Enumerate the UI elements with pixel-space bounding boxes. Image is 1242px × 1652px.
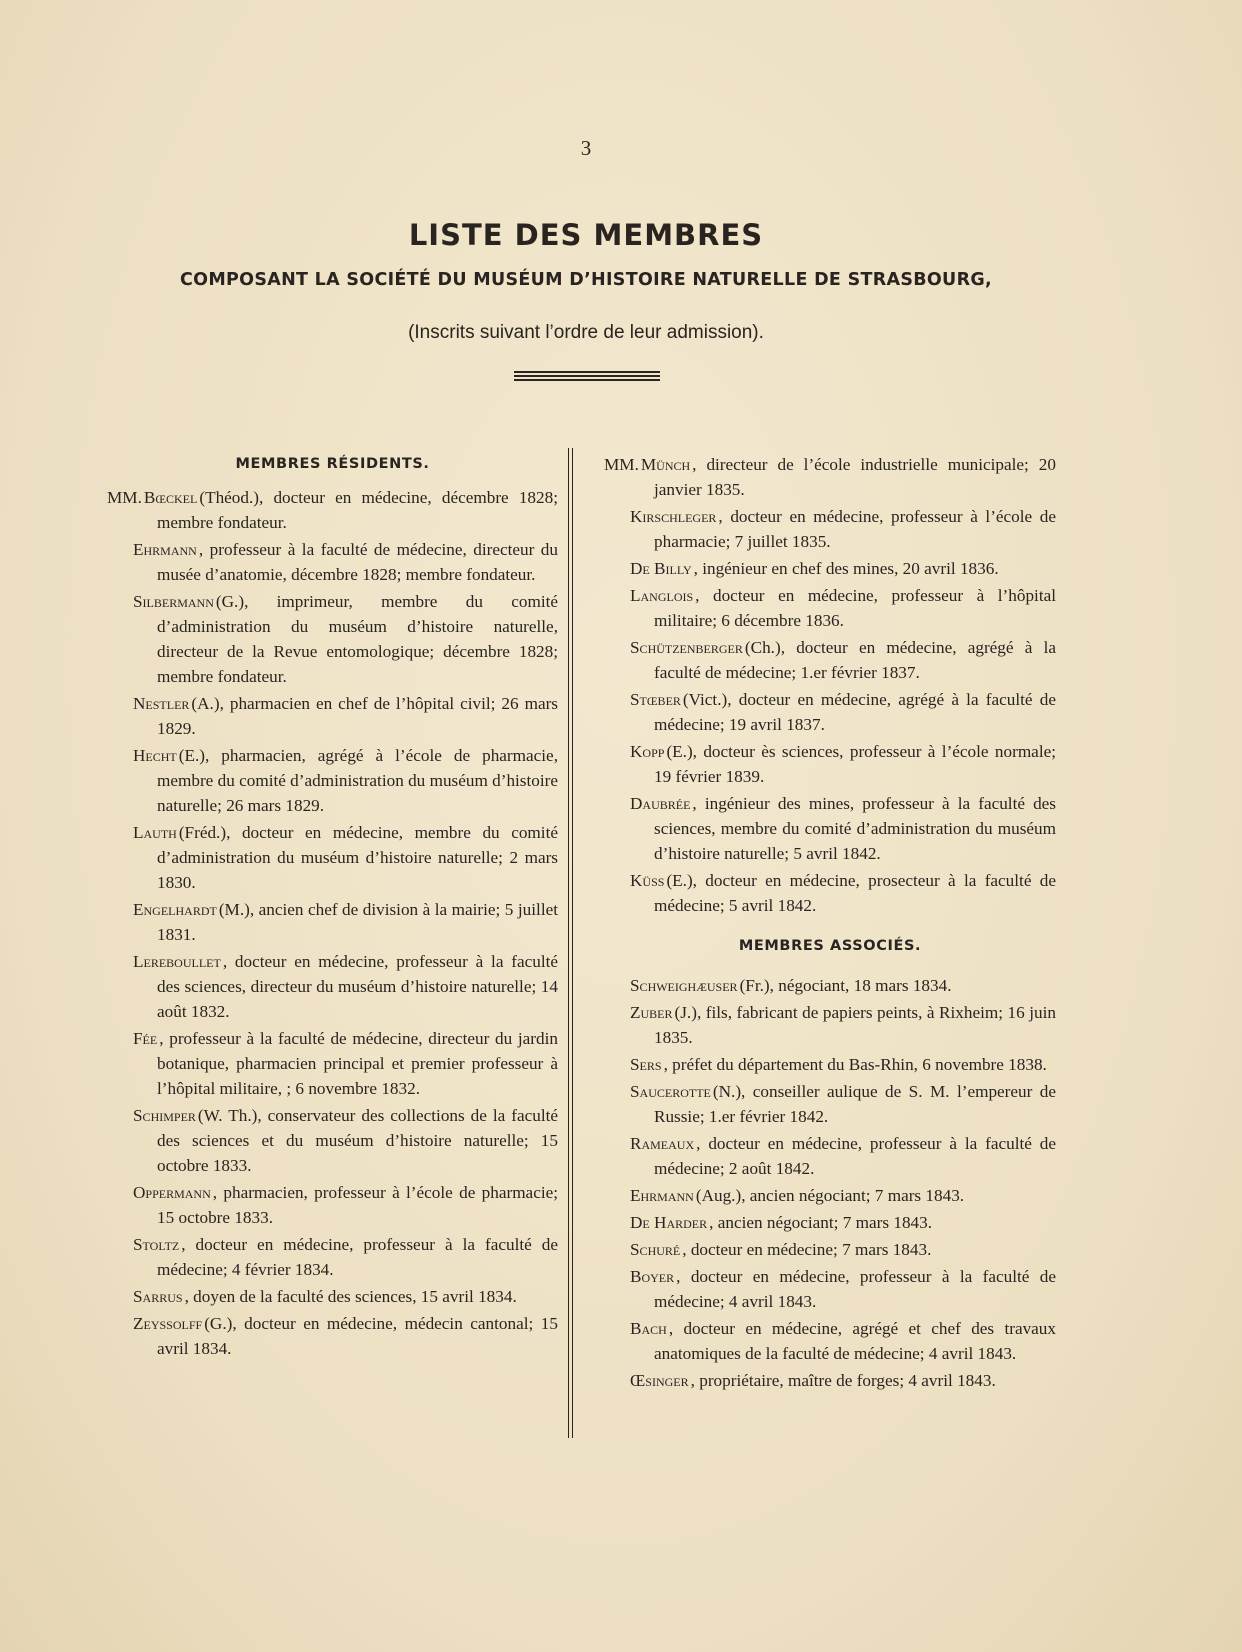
member-entry [107, 820, 558, 895]
page-number: 3 [580, 136, 592, 160]
member-name: Nestler [133, 694, 190, 713]
member-details: , docteur en médecine, agrégé et chef des travaux anatomiques de la faculté de médecine; 4 avril 1843. [654, 1319, 1056, 1363]
member-name: Schützenberger [630, 638, 743, 657]
member-name: Zuber [630, 1003, 673, 1022]
page-subtitle: COMPOSANT LA SOCIÉTÉ DU MUSÉUM D’HISTOIRE NATURELLE DE STRASBOURG, [180, 270, 992, 290]
member-entry [107, 485, 558, 535]
member-name: De Harder [630, 1213, 708, 1232]
member-name: Kopp [630, 742, 665, 761]
member-details: (Ch.), docteur en médecine, agrégé à la faculté de médecine; 1.er février 1837. [654, 638, 1056, 682]
mm-prefix: MM. [604, 455, 639, 474]
member-name: Schimper [133, 1106, 196, 1125]
member-entry [107, 897, 558, 947]
member-name: Kirschleger [630, 507, 717, 526]
member-entry [604, 1237, 1056, 1262]
member-name: Silbermann [133, 592, 214, 611]
member-name: Stoltz [133, 1235, 180, 1254]
member-details: (G.), docteur en médecine, médecin cantonal; 15 avril 1834. [157, 1314, 558, 1358]
member-entry [107, 1026, 558, 1101]
member-details: (G.), imprimeur, membre du comité d’administration du muséum d’histoire naturelle, directeur de la Revue entomologique; décembre 1828; membre fondateur. [157, 592, 558, 686]
member-entry [107, 1103, 558, 1178]
member-name: Daubrée [630, 794, 691, 813]
member-entry [107, 537, 558, 587]
member-name: Lauth [133, 823, 177, 842]
member-details: , doyen de la faculté des sciences, 15 avril 1834. [184, 1287, 517, 1306]
member-entry [107, 1284, 558, 1309]
member-entry [604, 1210, 1056, 1235]
residents-heading: MEMBRES RÉSIDENTS. [235, 456, 430, 472]
member-details: (Vict.), docteur en médecine, agrégé à la faculté de médecine; 19 avril 1837. [654, 690, 1056, 734]
member-name: Bœckel [143, 488, 198, 507]
member-entry [107, 1232, 558, 1282]
member-details: , préfet du département du Bas-Rhin, 6 novembre 1838. [663, 1055, 1047, 1074]
member-entry [604, 635, 1056, 685]
member-entry [107, 949, 558, 1024]
member-name: Fée [133, 1029, 158, 1048]
title-rule-1 [514, 371, 660, 373]
member-name: Langlois [630, 586, 694, 605]
associates-heading: MEMBRES ASSOCIÉS. [738, 938, 922, 954]
member-details: (M.), ancien chef de division à la mairie; 5 juillet 1831. [157, 900, 558, 944]
member-entry [107, 1180, 558, 1230]
member-name: Sers [630, 1055, 662, 1074]
member-entry [604, 973, 1056, 998]
member-name: Münch [640, 455, 691, 474]
member-entry [604, 452, 1056, 502]
member-name: Schweighæuser [630, 976, 738, 995]
member-details: , professeur à la faculté de médecine, directeur du musée d’anatomie, décembre 1828; membre fondateur. [157, 540, 558, 584]
member-name: Saucerotte [630, 1082, 711, 1101]
member-name: Boyer [630, 1267, 675, 1286]
member-details: (E.), docteur ès sciences, professeur à l’école normale; 19 février 1839. [654, 742, 1056, 786]
member-details: , docteur en médecine, professeur à l’école de pharmacie; 7 juillet 1835. [654, 507, 1056, 551]
member-name: Bach [630, 1319, 667, 1338]
member-details: , docteur en médecine, professeur à l’hôpital militaire; 6 décembre 1836. [654, 586, 1056, 630]
member-details: , directeur de l’école industrielle municipale; 20 janvier 1835. [654, 455, 1056, 499]
member-details: (Fréd.), docteur en médecine, membre du comité d’administration du muséum d’histoire naturelle; 2 mars 1830. [157, 823, 558, 892]
member-entry [604, 687, 1056, 737]
member-entry [604, 739, 1056, 789]
member-details: , docteur en médecine, professeur à la faculté de médecine; 4 février 1834. [157, 1235, 558, 1279]
member-name: Lereboullet [133, 952, 221, 971]
member-name: Oppermann [133, 1183, 211, 1202]
member-name: Schuré [630, 1240, 681, 1259]
member-details: , ancien négociant; 7 mars 1843. [709, 1213, 933, 1232]
column-divider [568, 448, 573, 1438]
member-name: Engelhardt [133, 900, 217, 919]
member-details: , ingénieur des mines, professeur à la faculté des sciences, membre du comité d’administration du muséum d’histoire naturelle; 5 avril 1842. [654, 794, 1056, 863]
member-details: , propriétaire, maître de forges; 4 avril 1843. [690, 1371, 996, 1390]
member-entry [604, 1316, 1056, 1366]
member-name: Stœber [630, 690, 681, 709]
member-name: Ehrmann [630, 1186, 694, 1205]
member-details: , docteur en médecine; 7 mars 1843. [682, 1240, 932, 1259]
member-entry [604, 791, 1056, 866]
member-name: Sarrus [133, 1287, 183, 1306]
member-details: , docteur en médecine, professeur à la faculté de médecine; 2 août 1842. [654, 1134, 1056, 1178]
member-entry [604, 1183, 1056, 1208]
member-details: (Théod.), docteur en médecine, décembre 1828; membre fondateur. [157, 488, 558, 532]
member-details: (W. Th.), conservateur des collections de la faculté des sciences et du muséum d’histoire naturelle; 15 octobre 1833. [157, 1106, 558, 1175]
residents-left-list [107, 485, 558, 1361]
member-details: , professeur à la faculté de médecine, directeur du jardin botanique, pharmacien principal et premier professeur à l’hôpital militaire, ; 6 novembre 1832. [157, 1029, 558, 1098]
member-details: (Fr.), négociant, 18 mars 1834. [739, 976, 952, 995]
member-entry [604, 868, 1056, 918]
residents-right-list [604, 452, 1056, 918]
member-name: Hecht [133, 746, 177, 765]
member-details: (N.), conseiller aulique de S. M. l’empereur de Russie; 1.er février 1842. [654, 1082, 1056, 1126]
member-name: Küss [630, 871, 665, 890]
member-entry [604, 1000, 1056, 1050]
member-details: (Aug.), ancien négociant; 7 mars 1843. [695, 1186, 965, 1205]
member-entry [107, 589, 558, 689]
member-details: , docteur en médecine, professeur à la faculté de médecine; 4 avril 1843. [654, 1267, 1056, 1311]
admission-note: (Inscrits suivant l’ordre de leur admission). [408, 322, 764, 343]
member-details: , pharmacien, professeur à l’école de pharmacie; 15 octobre 1833. [157, 1183, 558, 1227]
member-entry [604, 1079, 1056, 1129]
right-column [604, 452, 1056, 1395]
member-name: Ehrmann [133, 540, 197, 559]
title-rule-3 [514, 379, 660, 381]
member-name: Rameaux [630, 1134, 695, 1153]
member-entry [604, 1052, 1056, 1077]
page-title: LISTE DES MEMBRES [408, 218, 764, 252]
member-details: (E.), docteur en médecine, prosecteur à la faculté de médecine; 5 avril 1842. [654, 871, 1056, 915]
member-entry [604, 1264, 1056, 1314]
member-entry [604, 1368, 1056, 1393]
member-details: , docteur en médecine, professeur à la faculté des sciences, directeur du muséum d’histoire naturelle; 14 août 1832. [157, 952, 558, 1021]
associates-list [604, 973, 1056, 1393]
member-entry [107, 1311, 558, 1361]
member-entry [107, 743, 558, 818]
member-name: Zeyssolff [133, 1314, 203, 1333]
member-entry [604, 1131, 1056, 1181]
title-rule-2 [514, 375, 660, 377]
member-entry [604, 583, 1056, 633]
member-name: De Billy [630, 559, 692, 578]
member-details: , ingénieur en chef des mines, 20 avril 1836. [693, 559, 999, 578]
member-details: (J.), fils, fabricant de papiers peints, à Rixheim; 16 juin 1835. [654, 1003, 1056, 1047]
member-entry [604, 504, 1056, 554]
mm-prefix: MM. [107, 488, 142, 507]
member-details: (A.), pharmacien en chef de l’hôpital civil; 26 mars 1829. [157, 694, 558, 738]
left-column [107, 452, 558, 1363]
member-name: Œsinger [630, 1371, 689, 1390]
member-entry [604, 556, 1056, 581]
member-details: (E.), pharmacien, agrégé à l’école de pharmacie, membre du comité d’administration du muséum d’histoire naturelle; 26 mars 1829. [157, 746, 558, 815]
member-entry [107, 691, 558, 741]
